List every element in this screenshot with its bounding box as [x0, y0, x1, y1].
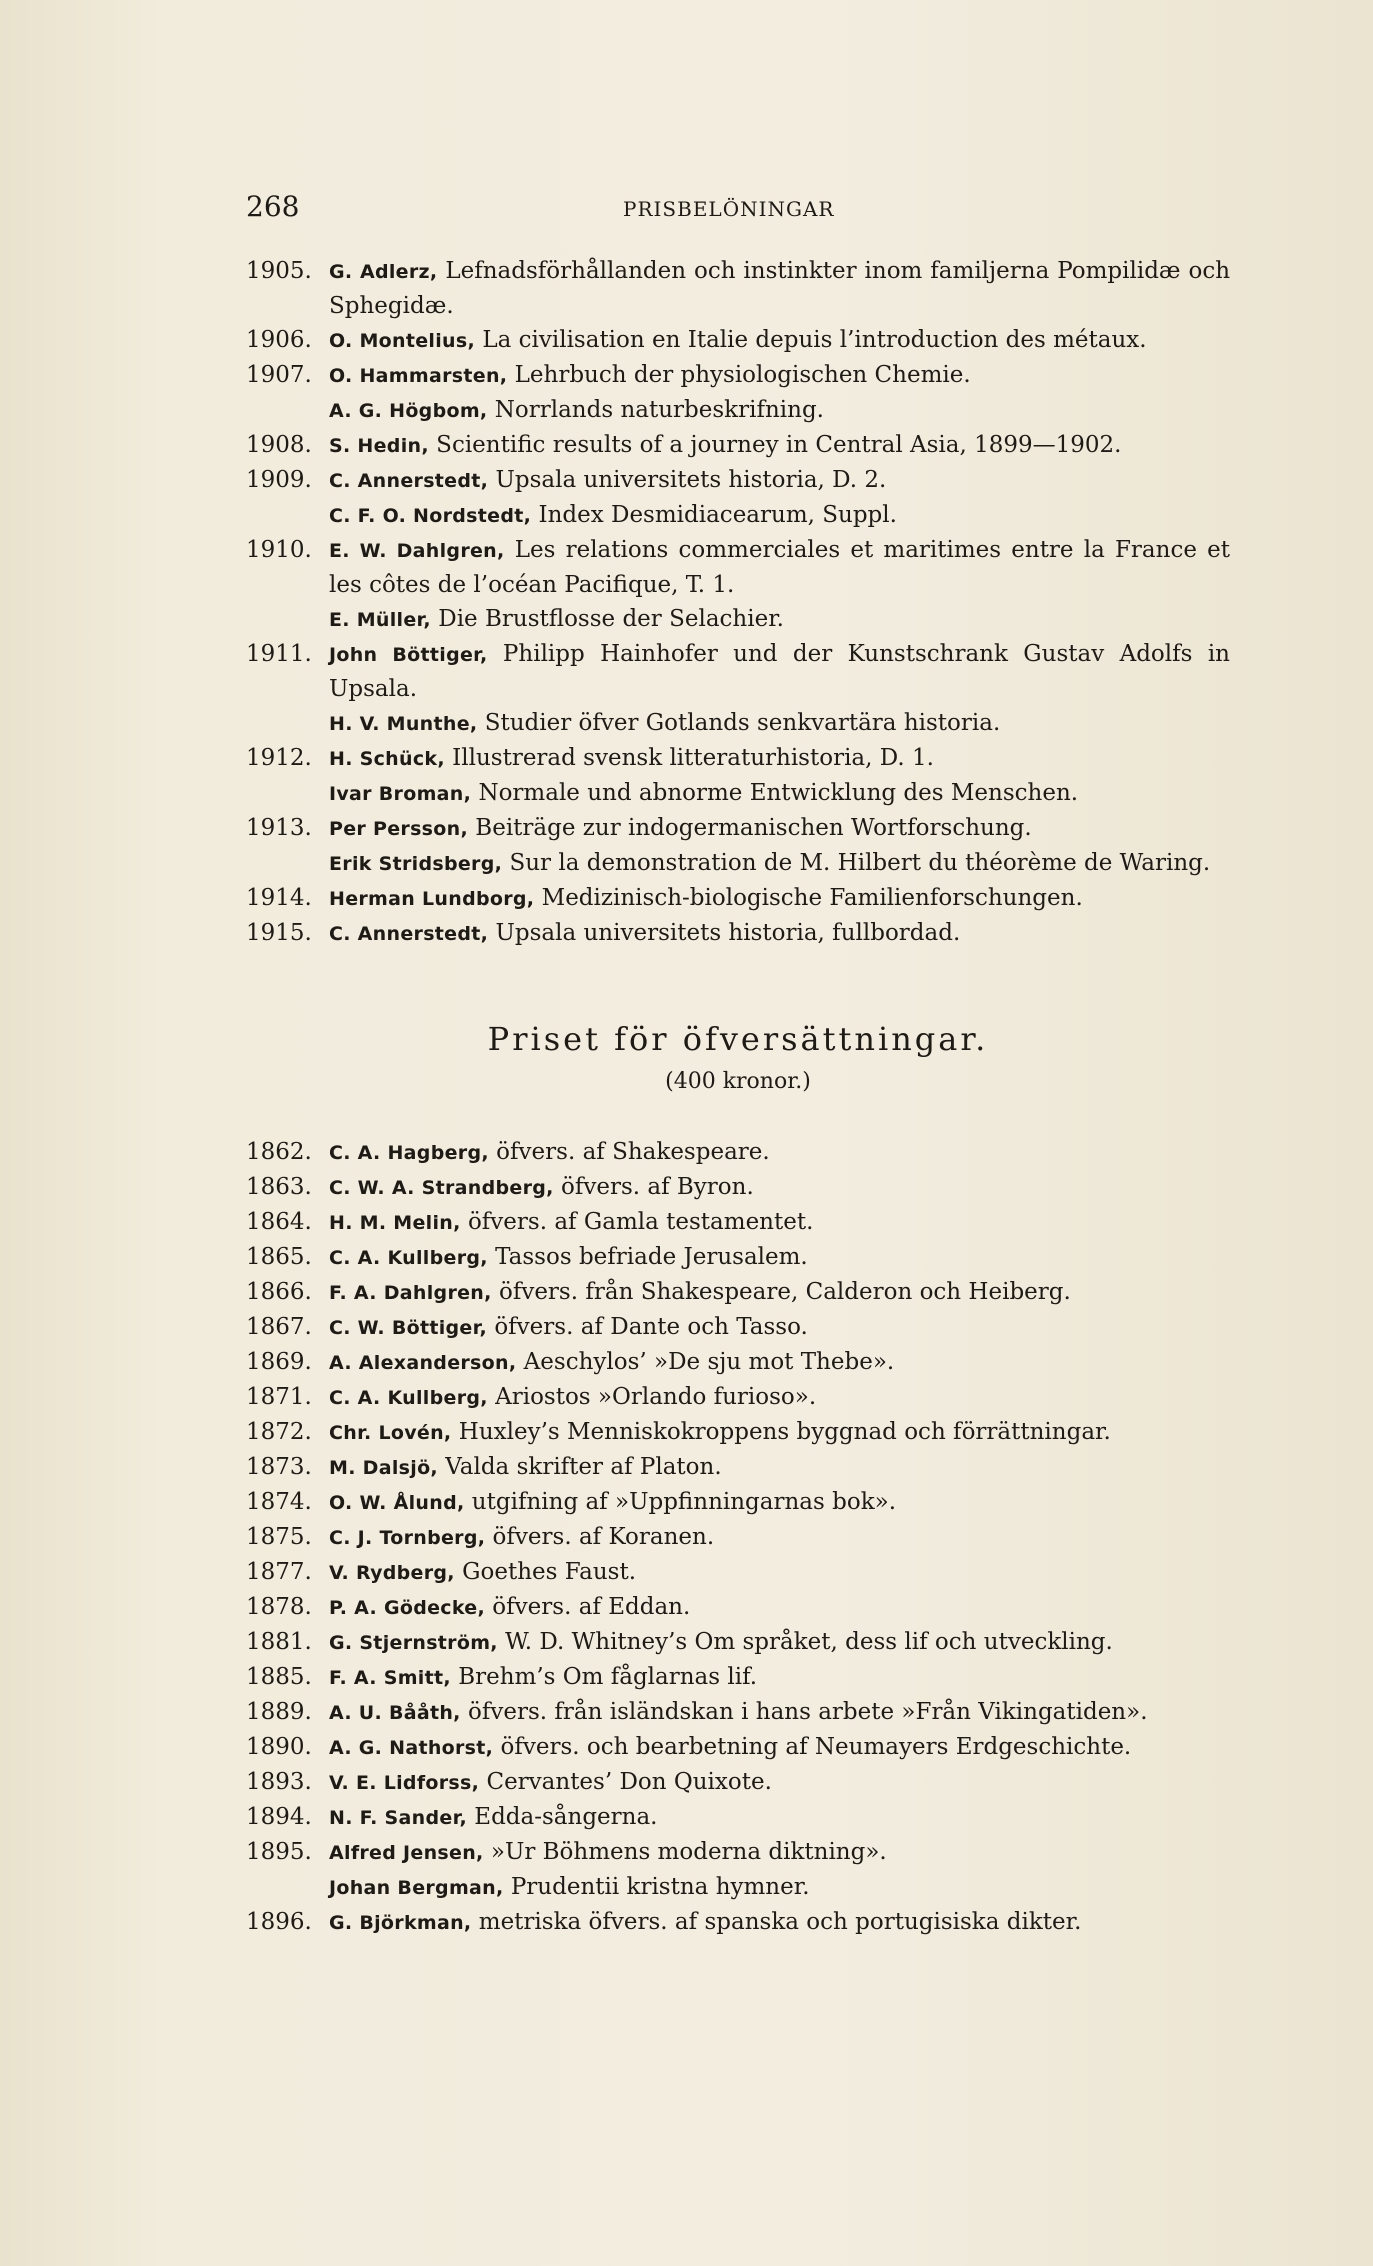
- entry-year: 1863.: [246, 1174, 312, 1200]
- author-name: Erik Stridsberg,: [329, 853, 503, 875]
- entry-year: 1911.: [246, 641, 312, 667]
- author-name: A. G. Högbom,: [329, 400, 488, 422]
- entry-year: 1878.: [246, 1594, 312, 1620]
- entry-year: 1906.: [246, 327, 312, 353]
- entry-body: [329, 916, 1230, 951]
- work-title: Les relations commerciales et maritimes entre la France et les côtes de l’océan Pacifique, T. 1.: [329, 537, 1230, 598]
- author-name: V. E. Lidforss,: [329, 1772, 480, 1794]
- entry-body: [329, 1625, 1230, 1660]
- entry-body: [329, 1380, 1230, 1415]
- entry-year: 1872.: [246, 1419, 312, 1445]
- entry-body: [329, 533, 1230, 602]
- work-title: Aeschylos’ »De sju mot Thebe».: [516, 1349, 895, 1375]
- entry-body: [329, 741, 1230, 776]
- author-name: V. Rydberg,: [329, 1562, 455, 1584]
- author-name: Ivar Broman,: [329, 783, 472, 805]
- entry-year: 1865.: [246, 1244, 312, 1270]
- page-header: [246, 190, 1230, 230]
- list-item: [246, 1835, 1230, 1870]
- work-title: Edda-sångerna.: [466, 1804, 658, 1830]
- author-name: A. Alexanderson,: [329, 1352, 517, 1374]
- entry-year: 1914.: [246, 885, 312, 911]
- entry-year: 1893.: [246, 1769, 312, 1795]
- entry-body: [329, 776, 1230, 811]
- list-item: [246, 1450, 1230, 1485]
- entry-year: 1913.: [246, 815, 312, 841]
- list-item: [246, 1170, 1230, 1205]
- author-name: H. Schück,: [329, 748, 445, 770]
- list-item: [246, 1310, 1230, 1345]
- entry-body: [329, 393, 1230, 428]
- work-title: Valda skrifter af Platon.: [437, 1454, 722, 1480]
- list-item: [246, 1765, 1230, 1800]
- work-title: Brehm’s Om fåglarnas lif.: [450, 1664, 758, 1690]
- work-title: La civilisation en Italie depuis l’introduction des métaux.: [475, 327, 1147, 353]
- author-name: Johan Bergman,: [329, 1877, 504, 1899]
- prize-list-main: [246, 254, 1230, 951]
- list-item: [246, 1275, 1230, 1310]
- entry-body: [329, 428, 1230, 463]
- list-item: [246, 1730, 1230, 1765]
- entry-body: [329, 254, 1230, 323]
- author-name: C. W. Böttiger,: [329, 1317, 488, 1339]
- entry-year: 1890.: [246, 1734, 312, 1760]
- work-title: Philipp Hainhofer und der Kunstschrank Gustav Adolfs in Upsala.: [329, 641, 1230, 702]
- list-item: [246, 254, 1230, 323]
- author-name: O. Hammarsten,: [329, 365, 508, 387]
- list-item: [246, 811, 1230, 846]
- entry-body: [329, 1765, 1230, 1800]
- work-title: Beiträge zur indogermanischen Wortforschung.: [468, 815, 1032, 841]
- entry-body: [329, 358, 1230, 393]
- list-item: [246, 1870, 1230, 1905]
- entry-body: [329, 1415, 1230, 1450]
- author-name: C. A. Hagberg,: [329, 1142, 489, 1164]
- list-item: [246, 776, 1230, 811]
- author-name: G. Adlerz,: [329, 261, 438, 283]
- section-title: Priset för öfversättningar.: [487, 1020, 989, 1058]
- work-title: Lefnadsförhållanden och instinkter inom familjerna Pompilidæ och Sphegidæ.: [329, 258, 1231, 319]
- work-title: Scientific results of a journey in Central Asia, 1899—1902.: [428, 432, 1122, 458]
- author-name: Chr. Lovén,: [329, 1422, 452, 1444]
- entry-body: [329, 323, 1230, 358]
- author-name: C. A. Kullberg,: [329, 1387, 488, 1409]
- entry-body: [329, 1555, 1230, 1590]
- work-title: öfvers. från Shakespeare, Calderon och Heiberg.: [491, 1279, 1071, 1305]
- work-title: Index Desmidiacearum, Suppl.: [531, 502, 897, 528]
- entry-body: [329, 846, 1230, 881]
- list-item: [246, 846, 1230, 881]
- author-name: E. W. Dahlgren,: [329, 540, 505, 562]
- entry-year: 1912.: [246, 745, 312, 771]
- entry-body: [329, 1695, 1230, 1730]
- entry-body: [329, 1170, 1230, 1205]
- list-item: [246, 706, 1230, 741]
- author-name: G. Björkman,: [329, 1912, 472, 1934]
- author-name: N. F. Sander,: [329, 1807, 467, 1829]
- work-title: metriska öfvers. af spanska och portugisiska dikter.: [471, 1909, 1082, 1935]
- author-name: Per Persson,: [329, 818, 468, 840]
- entry-year: 1871.: [246, 1384, 312, 1410]
- work-title: Lehrbuch der physiologischen Chemie.: [507, 362, 971, 388]
- entry-year: 1908.: [246, 432, 312, 458]
- entry-body: [329, 602, 1230, 637]
- list-item: [246, 323, 1230, 358]
- entry-body: [329, 1870, 1230, 1905]
- work-title: Illustrerad svensk litteraturhistoria, D. 1.: [444, 745, 934, 771]
- author-name: O. W. Ålund,: [329, 1492, 465, 1514]
- section-heading: [246, 1017, 1230, 1094]
- list-item: [246, 1345, 1230, 1380]
- entry-body: [329, 1835, 1230, 1870]
- work-title: Upsala universitets historia, fullbordad.: [488, 920, 961, 946]
- work-title: Medizinisch-biologische Familienforschungen.: [534, 885, 1083, 911]
- list-item: [246, 637, 1230, 706]
- entry-year: 1895.: [246, 1839, 312, 1865]
- entry-body: [329, 1590, 1230, 1625]
- entry-year: 1873.: [246, 1454, 312, 1480]
- work-title: Ariostos »Orlando furioso».: [487, 1384, 817, 1410]
- author-name: P. A. Gödecke,: [329, 1597, 485, 1619]
- author-name: C. A. Kullberg,: [329, 1247, 488, 1269]
- page-number: 268: [246, 190, 300, 223]
- author-name: C. J. Tornberg,: [329, 1527, 486, 1549]
- list-item: [246, 1660, 1230, 1695]
- section-subtitle: (400 kronor.): [665, 1069, 811, 1094]
- work-title: W. D. Whitney’s Om språket, dess lif och utveckling.: [497, 1629, 1113, 1655]
- entry-year: 1869.: [246, 1349, 312, 1375]
- list-item: [246, 1415, 1230, 1450]
- work-title: öfvers. från isländskan i hans arbete »Från Vikingatiden».: [460, 1699, 1148, 1725]
- entry-body: [329, 1905, 1230, 1940]
- list-item: [246, 602, 1230, 637]
- author-name: John Böttiger,: [329, 644, 488, 666]
- list-item: [246, 533, 1230, 602]
- author-name: A. U. Bååth,: [329, 1702, 461, 1724]
- entry-body: [329, 1485, 1230, 1520]
- entry-year: 1909.: [246, 467, 312, 493]
- work-title: Sur la demonstration de M. Hilbert du théorème de Waring.: [502, 850, 1211, 876]
- list-item: [246, 1555, 1230, 1590]
- list-item: [246, 1380, 1230, 1415]
- author-name: G. Stjernström,: [329, 1632, 498, 1654]
- work-title: öfvers. af Shakespeare.: [488, 1139, 770, 1165]
- work-title: Normale und abnorme Entwicklung des Menschen.: [471, 780, 1079, 806]
- author-name: C. F. O. Nordstedt,: [329, 505, 532, 527]
- entry-year: 1889.: [246, 1699, 312, 1725]
- author-name: H. M. Melin,: [329, 1212, 461, 1234]
- work-title: Upsala universitets historia, D. 2.: [488, 467, 887, 493]
- entry-year: 1864.: [246, 1209, 312, 1235]
- entry-year: 1910.: [246, 537, 312, 563]
- author-name: H. V. Munthe,: [329, 713, 478, 735]
- author-name: C. Annerstedt,: [329, 923, 489, 945]
- list-item: [246, 881, 1230, 916]
- work-title: öfvers. af Koranen.: [485, 1524, 715, 1550]
- author-name: F. A. Dahlgren,: [329, 1282, 492, 1304]
- entry-year: 1875.: [246, 1524, 312, 1550]
- entry-year: 1915.: [246, 920, 312, 946]
- work-title: öfvers. af Eddan.: [485, 1594, 691, 1620]
- author-name: Herman Lundborg,: [329, 888, 535, 910]
- work-title: Studier öfver Gotlands senkvartära historia.: [477, 710, 1001, 736]
- entry-year: 1894.: [246, 1804, 312, 1830]
- work-title: »Ur Böhmens moderna diktning».: [483, 1839, 887, 1865]
- entry-body: [329, 637, 1230, 706]
- list-item: [246, 463, 1230, 498]
- work-title: öfvers. af Dante och Tasso.: [487, 1314, 808, 1340]
- entry-body: [329, 1275, 1230, 1310]
- entry-year: 1907.: [246, 362, 312, 388]
- entry-year: 1905.: [246, 258, 312, 284]
- entry-body: [329, 811, 1230, 846]
- entry-year: 1881.: [246, 1629, 312, 1655]
- entry-year: 1896.: [246, 1909, 312, 1935]
- author-name: A. G. Nathorst,: [329, 1737, 494, 1759]
- work-title: Huxley’s Menniskokroppens byggnad och förrättningar.: [451, 1419, 1111, 1445]
- list-item: [246, 1625, 1230, 1660]
- list-item: [246, 358, 1230, 393]
- entry-body: [329, 1205, 1230, 1240]
- work-title: Die Brustflosse der Selachier.: [430, 606, 784, 632]
- list-item: [246, 1135, 1230, 1170]
- prize-list-translations: [246, 1135, 1230, 1940]
- work-title: öfvers. af Byron.: [553, 1174, 754, 1200]
- list-item: [246, 1695, 1230, 1730]
- entry-body: [329, 1450, 1230, 1485]
- work-title: öfvers. af Gamla testamentet.: [460, 1209, 814, 1235]
- work-title: Prudentii kristna hymner.: [503, 1874, 810, 1900]
- entry-body: [329, 1240, 1230, 1275]
- entry-body: [329, 1345, 1230, 1380]
- list-item: [246, 741, 1230, 776]
- work-title: Norrlands naturbeskrifning.: [487, 397, 824, 423]
- list-item: [246, 1485, 1230, 1520]
- entry-body: [329, 1310, 1230, 1345]
- work-title: öfvers. och bearbetning af Neumayers Erdgeschichte.: [493, 1734, 1132, 1760]
- list-item: [246, 1240, 1230, 1275]
- author-name: Alfred Jensen,: [329, 1842, 484, 1864]
- entry-body: [329, 881, 1230, 916]
- author-name: F. A. Smitt,: [329, 1667, 451, 1689]
- entry-year: 1877.: [246, 1559, 312, 1585]
- author-name: M. Dalsjö,: [329, 1457, 438, 1479]
- entry-year: 1866.: [246, 1279, 312, 1305]
- author-name: C. W. A. Strandberg,: [329, 1177, 554, 1199]
- list-item: [246, 393, 1230, 428]
- list-item: [246, 1520, 1230, 1555]
- author-name: C. Annerstedt,: [329, 470, 489, 492]
- list-item: [246, 1905, 1230, 1940]
- author-name: E. Müller,: [329, 609, 431, 631]
- entry-body: [329, 1520, 1230, 1555]
- entry-year: 1867.: [246, 1314, 312, 1340]
- entry-body: [329, 706, 1230, 741]
- list-item: [246, 1800, 1230, 1835]
- entry-year: 1862.: [246, 1139, 312, 1165]
- entry-body: [329, 1135, 1230, 1170]
- list-item: [246, 498, 1230, 533]
- author-name: O. Montelius,: [329, 330, 476, 352]
- entry-body: [329, 1730, 1230, 1765]
- work-title: utgifning af »Uppfinningarnas bok».: [464, 1489, 897, 1515]
- entry-body: [329, 1800, 1230, 1835]
- running-title: PRISBELÖNINGAR: [623, 197, 835, 221]
- entry-body: [329, 1660, 1230, 1695]
- list-item: [246, 1205, 1230, 1240]
- entry-body: [329, 498, 1230, 533]
- work-title: Tassos befriade Jerusalem.: [487, 1244, 808, 1270]
- entry-year: 1885.: [246, 1664, 312, 1690]
- list-item: [246, 428, 1230, 463]
- entry-body: [329, 463, 1230, 498]
- list-item: [246, 916, 1230, 951]
- author-name: S. Hedin,: [329, 435, 429, 457]
- work-title: Goethes Faust.: [454, 1559, 637, 1585]
- entry-year: 1874.: [246, 1489, 312, 1515]
- work-title: Cervantes’ Don Quixote.: [479, 1769, 772, 1795]
- list-item: [246, 1590, 1230, 1625]
